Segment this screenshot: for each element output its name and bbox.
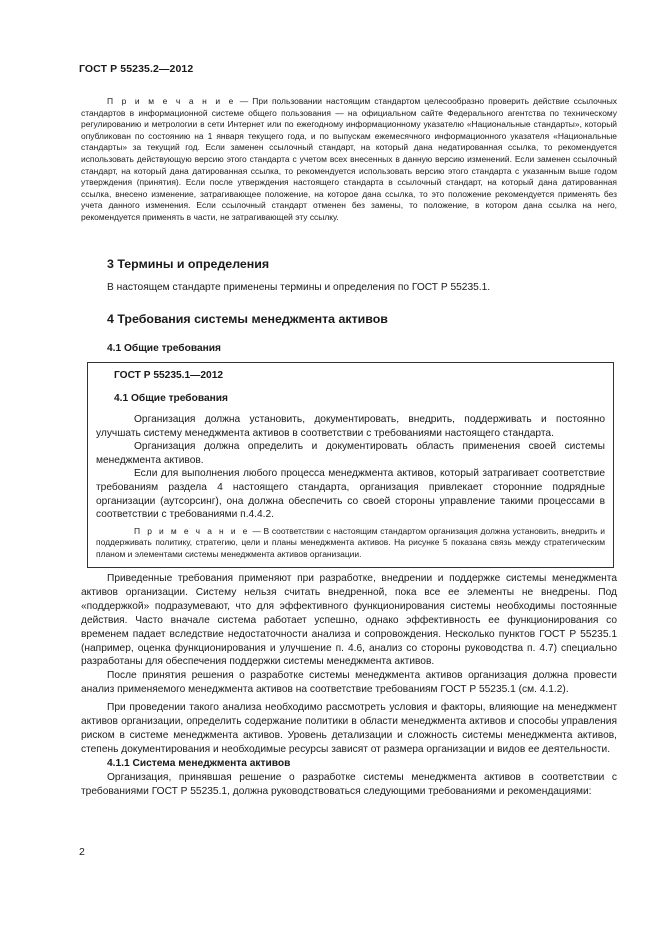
section-3-heading: 3 Термины и определения [107, 257, 270, 271]
body-paragraph-3: При проведении такого анализа необходимо рассмотреть условия и факторы, влияющие на менеджмент активов организации, определить содержание политики в области менеджмента активов и способы управления риском в системе менеджмента активов. Уровень детализации и сложность системы менеджмента активов, степень документирования и необходимые ресурсы зависят от размера организации и видов ее деятельности. [81, 702, 617, 755]
section-3-paragraph: В настоящем стандарте применены термины и определения по ГОСТ Р 55235.1. [107, 282, 491, 293]
quoted-paragraph-3: Если для выполнения любого процесса менеджмента активов, который затрагивает соответствие требованиям раздела 4 настоящего стандарта, организация привлекает сторонние подрядные организации (аутсорсинг), она должна обеспечить со своей стороны управление такими процессами в соответствии с требованиями п.4.4.2. [96, 468, 605, 521]
quoted-note-text: — В соответствии с настоящим стандартом организация должна установить, внедрить и поддерживать политику, стратегию, цели и планы менеджмента активов. На рисунке 5 показана связь между стратегическим планом и элементами системы менеджмента активов организации. [96, 525, 605, 559]
body-paragraph-2: После принятия решения о разработке системы менеджмента активов организация должна провести анализ применяемого менеджмента активов на соответствие требованиям ГОСТ Р 55235.1 (см. 4.1.2). [81, 670, 617, 696]
note-text: — При пользовании настоящим стандартом целесообразно проверить действие ссылочных стандартов в информационной системе общего пользования — на официальном сайте Федерального агентства по техническому регулированию и метрологии в сети Интернет или по ежегодному информационному указателю «Национальные стандарты», который опубликован по состоянию на 1 января текущего года, и по выпускам ежемесячного информационного указателя «Национальные стандарты» за текущий год. Если заменен ссылочный стандарт, на который дана недатированная ссылка, то рекомендуется использовать действующую версию этого стандарта с учетом всех внесенных в данную версию изменений. Если заменен ссылочный стандарт, на который дана датированная ссылка, то рекомендуется использовать версию этого стандарта с указанным выше годом утверждения (принятия). Если после утверждения настоящего стандарта в ссылочный стандарт, на который дана датированная ссылка, внесено изменение, затрагивающее положение, на которое дана ссылка, то это положение рекомендуется применять без учета данного изменения. Если ссылочный стандарт отменен без замены, то положение, в котором дана ссылка на него, рекомендуется применять в части, не затрагивающей эту ссылку. [81, 96, 617, 222]
quoted-note [96, 526, 605, 561]
subsection-4-1-1-heading: 4.1.1 Система менеджмента активов [107, 757, 291, 769]
quoted-note-label: П р и м е ч а н и е [134, 525, 250, 536]
quoted-paragraph-2: Организация должна определить и документировать область применения своей системы менеджмента активов. [96, 441, 605, 466]
section-4-heading: 4 Требования системы менеджмента активов [107, 312, 388, 326]
quoted-paragraph-1: Организация должна установить, документировать, внедрить, поддерживать и постоянно улучшать систему менеджмента активов в соответствии с требованиями настоящего стандарта. [96, 414, 605, 439]
subsection-4-1-heading: 4.1 Общие требования [107, 343, 221, 354]
quoted-standard-title: ГОСТ Р 55235.1—2012 [114, 370, 224, 381]
note-label: П р и м е ч а н и е [107, 96, 236, 106]
quoted-standard-box [87, 362, 614, 568]
main-body [81, 572, 617, 799]
section-3-text [81, 281, 617, 295]
body-paragraph-1: Приведенные требования применяют при разработке, внедрении и поддержке системы менеджмента активов организации. Систему нельзя считать внедренной, пока все ее элементы не внедрены. Под «поддержкой» подразумевают, что для эффективного функционирования системы необходимы постоянные действия. Часто вначале система работает успешно, однако эффективность ее функционирования со временем падает вследствие недостаточности анализа и сопровождения. Несколько пунктов ГОСТ Р 55235.1 (например, оценка функционирования и улучшение п. 4.6, анализ со стороны руководства п. 4.7) специально разработаны для обеспечения поддержки системы менеджмента активов. [81, 573, 617, 668]
quoted-subsection-heading: 4.1 Общие требования [114, 393, 228, 404]
document-header: ГОСТ Р 55235.2—2012 [79, 63, 194, 75]
reference-note [81, 96, 617, 224]
body-paragraph-4: Организация, принявшая решение о разработке системы менеджмента активов в соответствии с требованиями ГОСТ Р 55235.1, должна руководствоваться следующими требованиями и рекомендациями: [81, 771, 617, 797]
page-number: 2 [79, 846, 85, 858]
